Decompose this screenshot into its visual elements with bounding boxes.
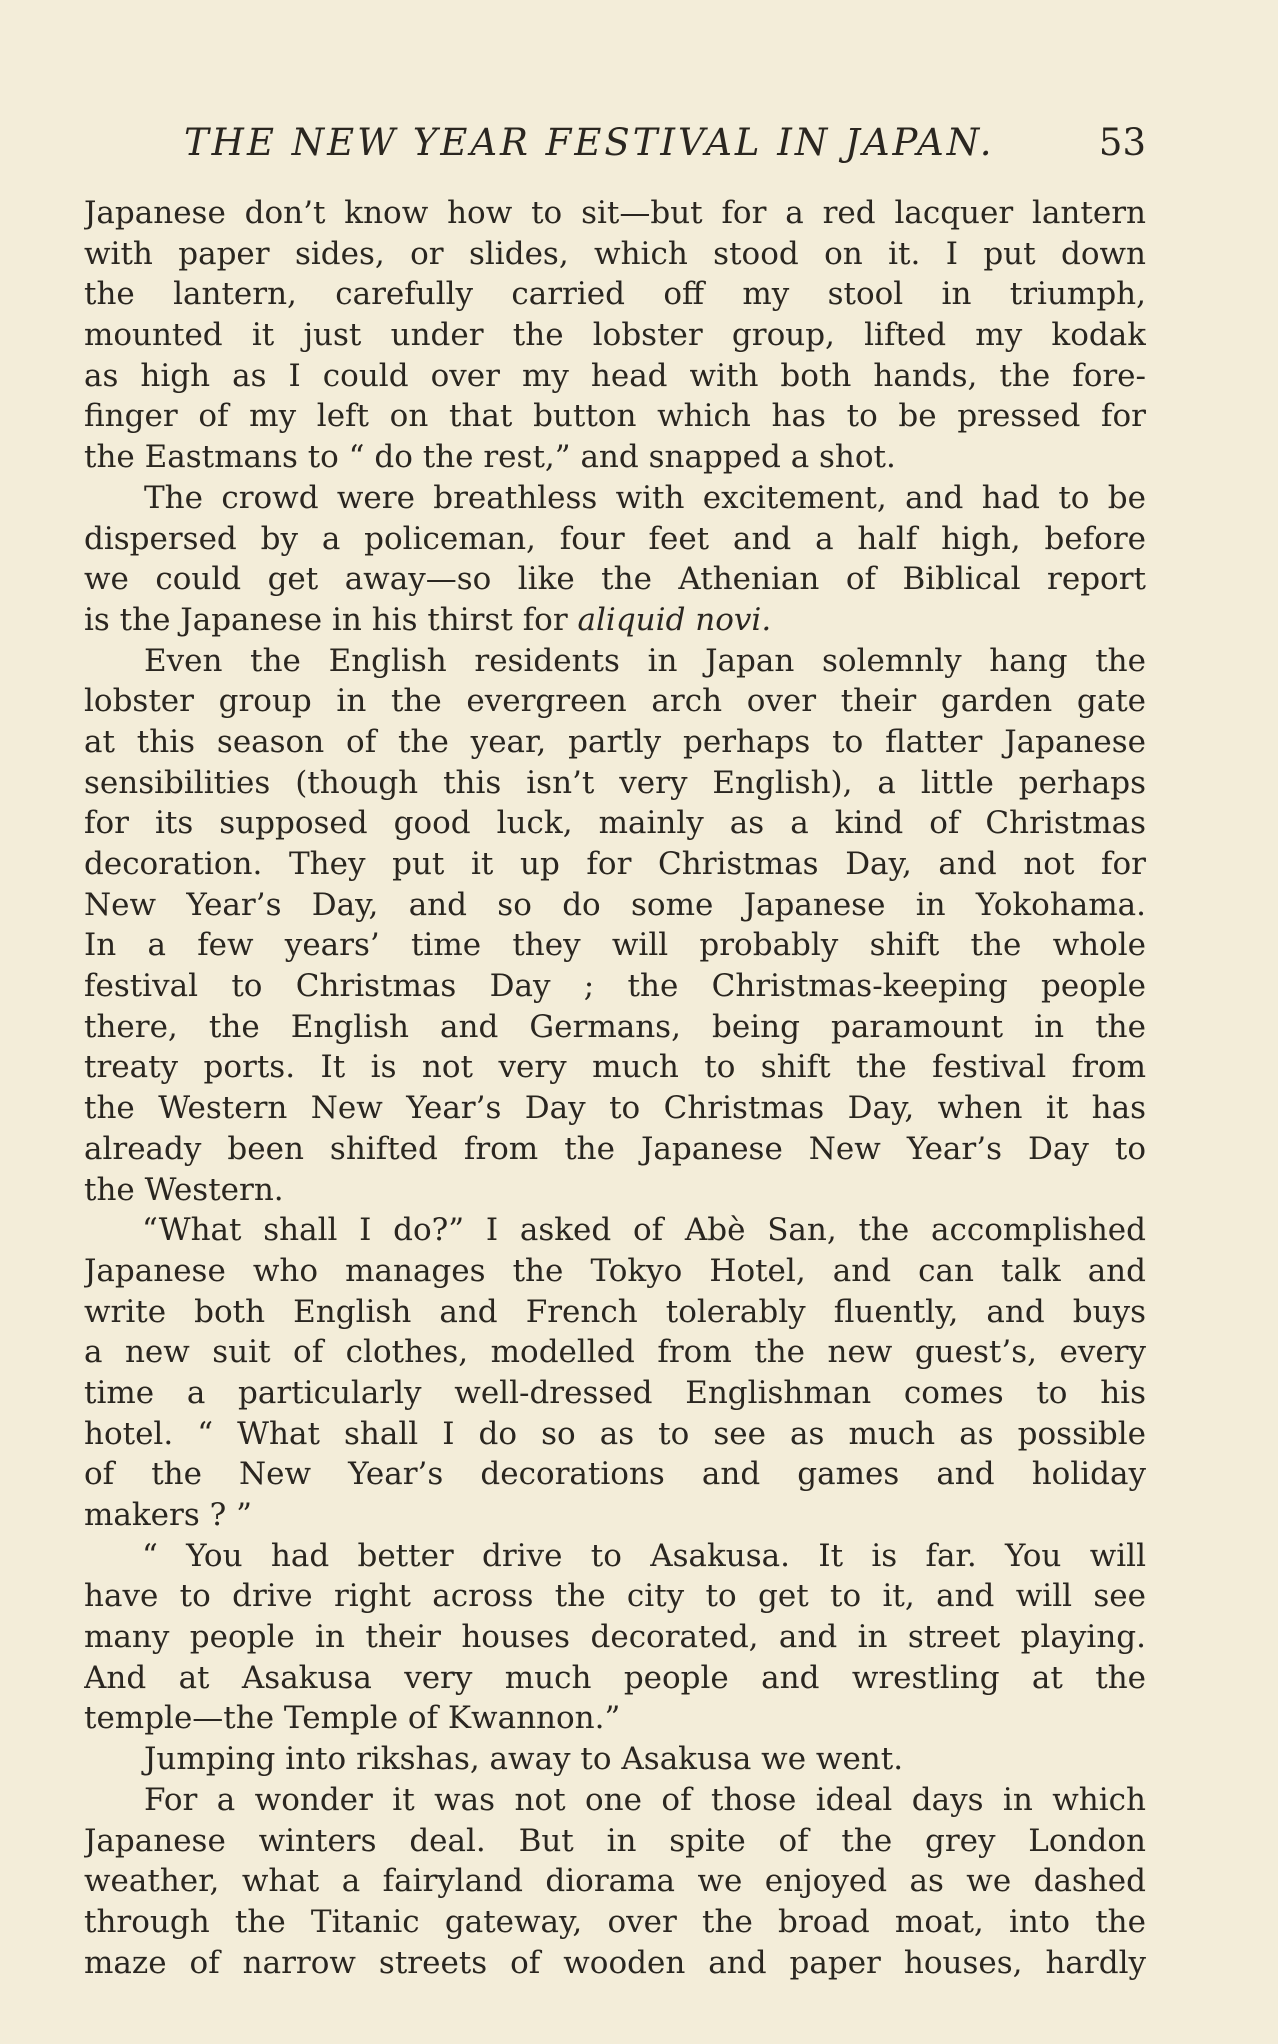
text-line: treaty ports. It is not very much to shift the festival from: [84, 1049, 1146, 1086]
text-line: The crowd were breathless with excitement, and had to be: [144, 479, 1146, 516]
text-line: lobster group in the evergreen arch over their garden gate: [84, 683, 1146, 720]
text-line: New Year’s Day, and so do some Japanese in Yokohama.: [84, 886, 1146, 923]
text-line: time a particularly well-dressed Englishman comes to his: [84, 1374, 1146, 1411]
text-line: we could get away—so like the Athenian of Biblical report: [84, 561, 1146, 598]
text-line: Japanese who manages the Tokyo Hotel, and can talk and: [84, 1252, 1146, 1289]
text-line: makers ? ”: [84, 1497, 252, 1533]
text-line: a new suit of clothes, modelled from the new guest’s, every: [84, 1334, 1146, 1371]
text-line: the Western.: [84, 1171, 284, 1208]
text-line: for its supposed good luck, mainly as a kind of Christmas: [84, 805, 1146, 842]
text-line: Japanese winters deal. But in spite of the grey London: [84, 1822, 1146, 1859]
text-line: through the Titanic gateway, over the broad moat, into the: [84, 1903, 1146, 1940]
page-number: 53: [1098, 121, 1146, 164]
text-line: write both English and French tolerably fluently, and buys: [84, 1293, 1146, 1330]
text-line: as high as I could over my head with both hands, the fore-: [84, 357, 1146, 394]
text-line: “ You had better drive to Asakusa. It is far. You will: [142, 1537, 1146, 1574]
text-line: the Western New Year’s Day to Christmas Day, when it has: [84, 1090, 1146, 1127]
text-line: For a wonder it was not one of those ideal days in which: [144, 1781, 1146, 1818]
text-line: finger of my left on that button which has to be pressed for: [84, 398, 1146, 435]
text-line: of the New Year’s decorations and games and holiday: [84, 1456, 1146, 1493]
text-line: many people in their houses decorated, and in street playing.: [84, 1619, 1146, 1656]
text-line: Jumping into rikshas, away to Asakusa we went.: [144, 1741, 904, 1778]
text-line: mounted it just under the lobster group, lifted my kodak: [84, 317, 1146, 354]
text-line: the lantern, carefully carried off my stool in triumph,: [84, 276, 1146, 313]
text-line: Even the English residents in Japan solemnly hang the: [144, 642, 1146, 679]
text-line: In a few years’ time they will probably shift the whole: [84, 927, 1146, 964]
text-line: Japanese don’t know how to sit—but for a red lacquer lantern: [84, 195, 1146, 231]
text-line: decoration. They put it up for Christmas Day, and not for: [84, 846, 1146, 882]
text-line: festival to Christmas Day ; the Christmas-keeping people: [84, 968, 1146, 1005]
italic-phrase: aliquid novi.: [577, 601, 772, 638]
text-line: maze of narrow streets of wooden and paper houses, hardly: [84, 1944, 1146, 1981]
text-line: dispersed by a policeman, four feet and a half high, before: [84, 520, 1146, 557]
text-line: hotel. “ What shall I do so as to see as much as possible: [84, 1415, 1146, 1452]
body-text: [84, 193, 1146, 1983]
text-line-prefix: is the Japanese in his thirst for: [84, 601, 578, 638]
text-line: And at Asakusa very much people and wrestling at the: [84, 1659, 1146, 1696]
text-line: the Eastmans to “ do the rest,” and snapped a shot.: [84, 439, 896, 476]
text-line: at this season of the year, partly perhaps to flatter Japanese: [84, 723, 1146, 760]
page-header: [84, 118, 1146, 168]
text-line: weather, what a fairyland diorama we enjoyed as we dashed: [84, 1863, 1146, 1900]
text-line: have to drive right across the city to get to it, and will see: [84, 1578, 1146, 1615]
text-line: with paper sides, or slides, which stood on it. I put down: [84, 235, 1146, 272]
text-line: “What shall I do?” I asked of Abè San, the accomplished: [142, 1212, 1146, 1249]
text-line: already been shifted from the Japanese New Year’s Day to: [84, 1130, 1146, 1167]
text-line: sensibilities (though this isn’t very English), a little perhaps: [84, 764, 1146, 801]
text-line-with-italic: [84, 600, 1146, 641]
text-line: temple—the Temple of Kwannon.”: [84, 1700, 621, 1737]
running-head: THE NEW YEAR FESTIVAL IN JAPAN.: [184, 121, 995, 164]
text-line: there, the English and Germans, being paramount in the: [84, 1008, 1146, 1045]
